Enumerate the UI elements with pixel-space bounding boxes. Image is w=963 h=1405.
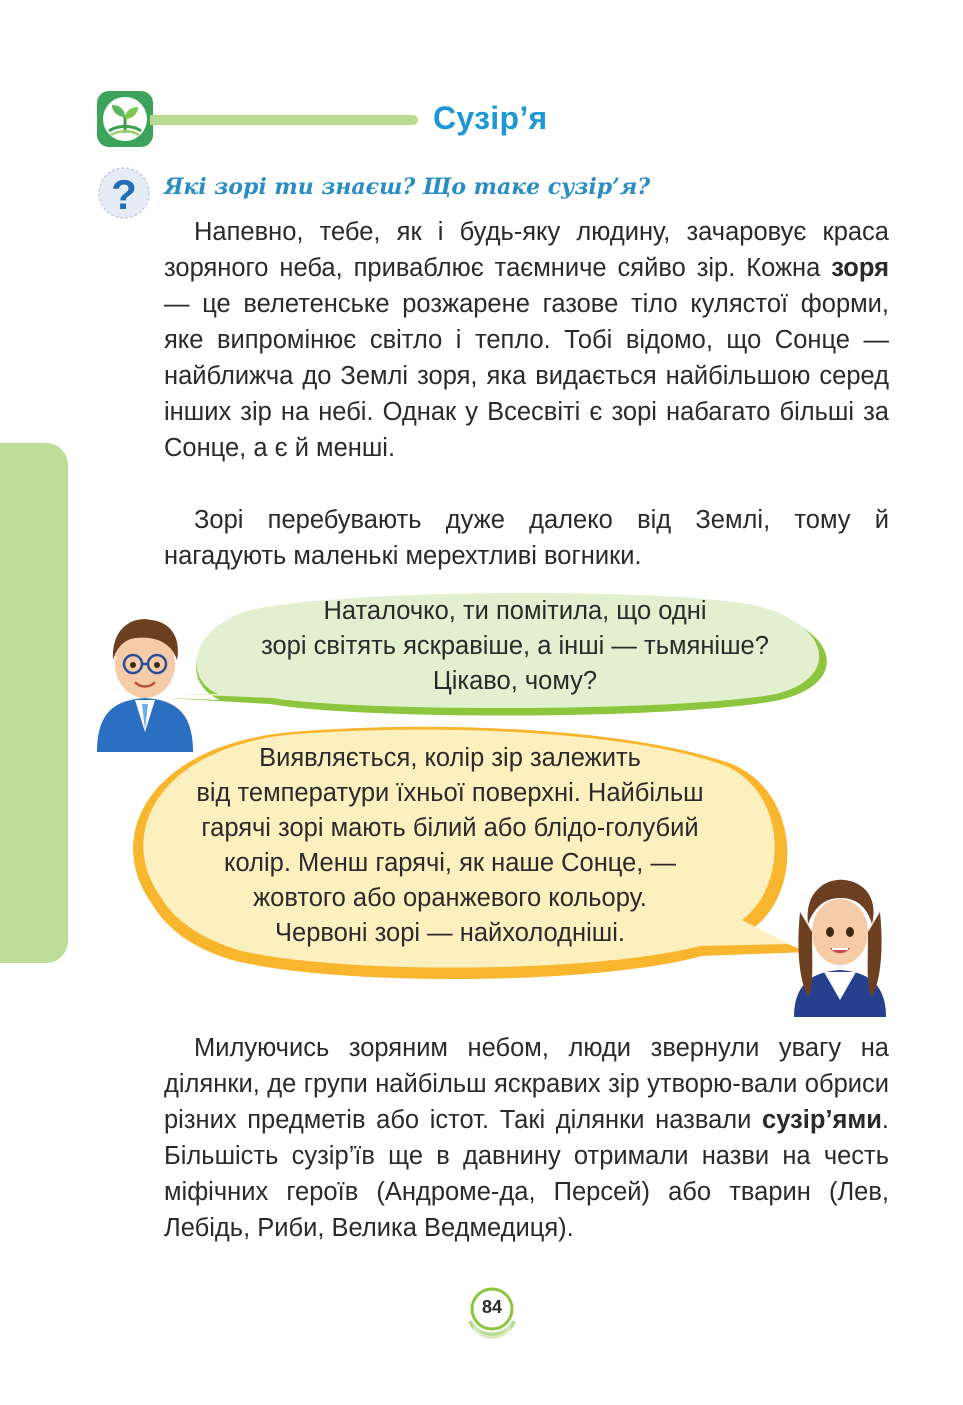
paragraph-stars [164,214,889,466]
girl-speech-text [145,741,755,951]
section-title: Сузір’я [433,100,548,136]
girl-line: від температури їхньої поверхні. Найбільш [196,779,704,807]
girl-line: гарячі зорі мають білий або блідо-голубий [201,814,699,842]
page-number: 84 [481,1297,503,1317]
paragraph-stars-text-2: — це велетенське розжарене газове тіло кулястої форми, яке випромінює світло і тепло. Тобі відомо, що Сонце — найближча до Землі зоря, яка видається найбільшою серед інших зір на небі. Однак у Всесвіті є зорі набагато більші за Сонце, а є й менші. [164,290,889,462]
term-star: зоря [831,254,889,282]
girl-line: жовтого або оранжевого кольору. [253,884,647,912]
girl-line: колір. Менш гарячі, як наше Сонце, — [224,849,676,877]
girl-line: Червоні зорі — найхолодніші. [275,919,625,947]
page-number-badge [462,1285,522,1345]
term-constellations: сузір’ями [762,1106,882,1134]
paragraph-distance [164,502,889,574]
girl-avatar [790,872,890,1017]
boy-line: Наталочко, ти помітила, що одні [323,597,707,625]
paragraph-constellations-text-2: . Більшість сузір’їв ще в давнину отримали назви на честь міфічних героїв (Андроме-да, Персей) або тварин (Лев, Лебідь, Риби, Велика Ведмедиця). [164,1106,889,1242]
question-prompt: Які зорі ти знаєш? Що таке сузір’я? [164,174,651,200]
header-rule [150,115,418,125]
paragraph-constellations-text-1: Милуючись зоряним небом, люди звернули увагу на ділянки, де групи найбільш яскравих зір утворю-вали обриси різних предметів або істот. Такі ділянки назвали [164,1034,889,1134]
paragraph-stars-text-1: Напевно, тебе, як і будь-яку людину, зачаровує краса зоряного неба, приваблює таємниче сяйво зір. Кожна [164,218,889,282]
girl-line: Виявляється, колір зір залежить [259,744,641,772]
boy-line: Цікаво, чому? [432,667,598,695]
boy-speech-text [195,594,835,699]
sprout-icon [97,91,153,147]
svg-text:?: ? [111,171,137,218]
paragraph-constellations [164,1030,889,1246]
side-tab-marker [0,443,68,963]
question-mark-icon [97,166,151,220]
boy-line: зорі світять яскравіше, а інші — тьмяніше? [261,632,769,660]
paragraph-distance-text: Зорі перебувають дуже далеко від Землі, тому й нагадують маленькі мерехтливі вогники. [164,506,889,570]
